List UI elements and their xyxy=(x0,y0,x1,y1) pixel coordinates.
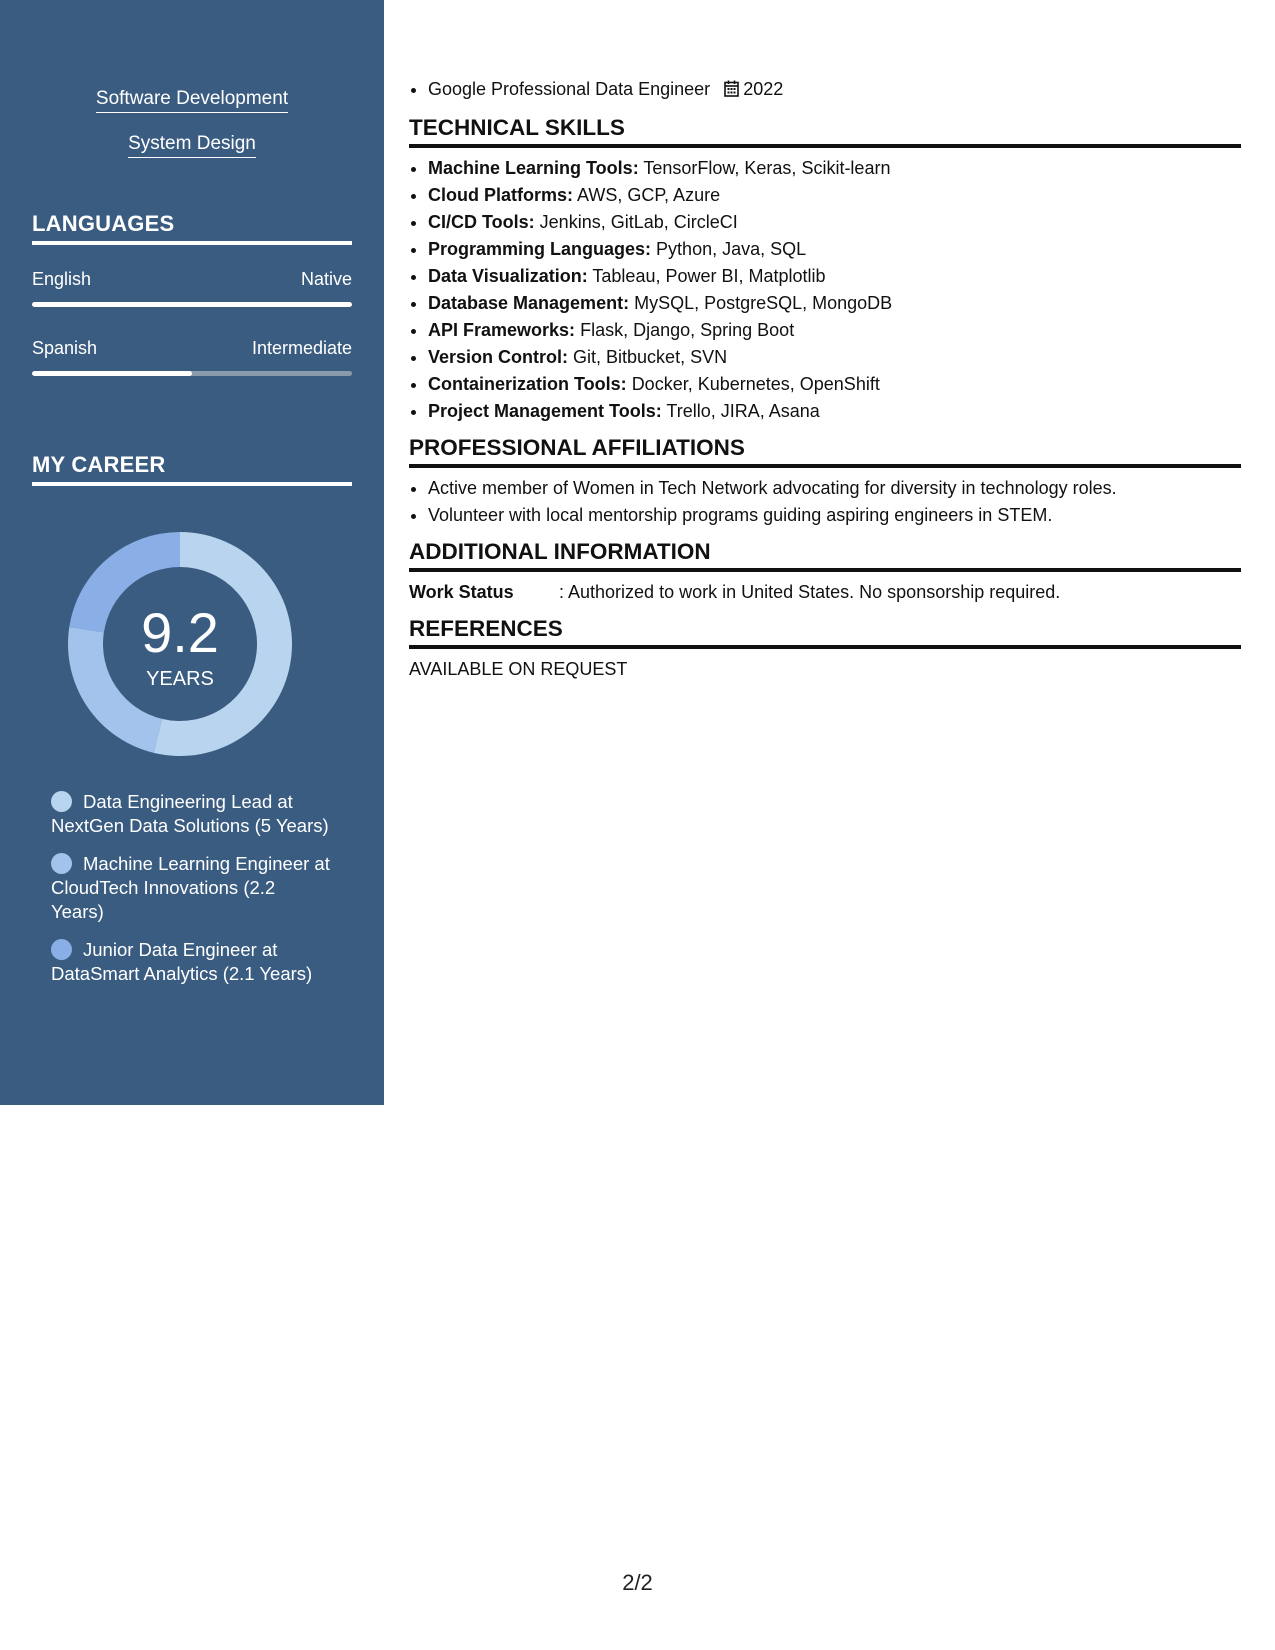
language-level: Intermediate xyxy=(251,338,352,358)
skill-item xyxy=(428,155,1241,182)
certification-item xyxy=(428,76,1241,105)
skill-item xyxy=(428,263,1241,290)
info-value: : Authorized to work in United States. No sponsorship required. xyxy=(559,582,1061,602)
career-heading: MY CAREER xyxy=(32,452,352,486)
skill-value: MySQL, PostgreSQL, MongoDB xyxy=(634,293,893,313)
skill-label: Project Management Tools: xyxy=(428,401,662,421)
language-proficiency-fill xyxy=(32,302,352,307)
language-proficiency-fill xyxy=(32,371,192,376)
references-text: AVAILABLE ON REQUEST xyxy=(409,659,628,679)
page-number: 2/2 xyxy=(622,1570,653,1595)
affiliations-list xyxy=(409,475,1241,529)
skill-label: Containerization Tools: xyxy=(428,374,627,394)
skill-value: Tableau, Power BI, Matplotlib xyxy=(592,266,826,286)
career-legend-dot xyxy=(51,939,72,960)
affiliation-item: • Active member of Women in Tech Network advocating for diversity in technology roles. xyxy=(428,475,1241,502)
references-heading: REFERENCES xyxy=(409,616,1241,649)
skill-item xyxy=(428,398,1241,425)
career-item xyxy=(51,790,331,838)
main-content xyxy=(409,76,1241,683)
skill-value: Flask, Django, Spring Boot xyxy=(580,320,795,340)
skill-item xyxy=(428,236,1241,263)
language-proficiency-bar xyxy=(32,302,352,307)
sidebar xyxy=(0,0,384,1105)
calendar-icon xyxy=(724,78,739,105)
skill-label: Cloud Platforms: xyxy=(428,185,574,205)
info-label: Work Status xyxy=(409,582,514,602)
language-level: Native xyxy=(300,269,352,289)
skill-label: Version Control: xyxy=(428,347,569,367)
skill-label: API Frameworks: xyxy=(428,320,576,340)
skill-value: AWS, GCP, Azure xyxy=(577,185,721,205)
certification-list xyxy=(409,76,1241,105)
skill-value: Trello, JIRA, Asana xyxy=(666,401,820,421)
skill-label: Machine Learning Tools: xyxy=(428,158,639,178)
language-name: Spanish xyxy=(32,338,98,358)
technical-skills-list xyxy=(409,155,1241,425)
career-item-text: Junior Data Engineer at DataSmart Analytics (2.1 Years) xyxy=(51,939,313,984)
languages-heading: LANGUAGES xyxy=(32,211,352,245)
certification-year: 2022 xyxy=(743,79,784,99)
additional-info-heading: ADDITIONAL INFORMATION xyxy=(409,539,1241,572)
language-proficiency-bar xyxy=(32,371,352,376)
career-list xyxy=(51,790,331,1000)
work-status-row xyxy=(409,579,1241,606)
skill-label: CI/CD Tools: xyxy=(428,212,535,232)
skill-value: Jenkins, GitLab, CircleCI xyxy=(539,212,738,232)
skill-value: TensorFlow, Keras, Scikit-learn xyxy=(643,158,891,178)
certification-name: Google Professional Data Engineer xyxy=(428,79,711,99)
career-legend-dot xyxy=(51,791,72,812)
affiliations-heading: PROFESSIONAL AFFILIATIONS xyxy=(409,435,1241,468)
skill-item xyxy=(428,317,1241,344)
skill-item xyxy=(428,290,1241,317)
career-item xyxy=(51,852,331,924)
career-item-text: Machine Learning Engineer at CloudTech Innovations (2.2 Years) xyxy=(51,853,330,922)
affiliation-item: • Volunteer with local mentorship programs guiding aspiring engineers in STEM. xyxy=(428,502,1241,529)
skill-item xyxy=(428,182,1241,209)
skill-item xyxy=(428,344,1241,371)
career-total-unit: YEARS xyxy=(146,668,214,690)
skill-item xyxy=(428,209,1241,236)
skill-label: Programming Languages: xyxy=(428,239,652,259)
skill-link-system-design[interactable]: System Design xyxy=(0,133,384,158)
career-donut-chart xyxy=(66,530,294,758)
skill-label: Database Management: xyxy=(428,293,630,313)
skill-value: Docker, Kubernetes, OpenShift xyxy=(631,374,880,394)
skill-link-software-development[interactable]: Software Development xyxy=(0,88,384,113)
skill-item xyxy=(428,371,1241,398)
technical-skills-heading: TECHNICAL SKILLS xyxy=(409,115,1241,148)
skill-value: Git, Bitbucket, SVN xyxy=(573,347,728,367)
skill-label: Data Visualization: xyxy=(428,266,588,286)
language-name: English xyxy=(32,269,92,289)
career-item-text: Data Engineering Lead at NextGen Data Solutions (5 Years) xyxy=(51,791,329,836)
skill-value: Python, Java, SQL xyxy=(656,239,807,259)
career-total-value: 9.2 xyxy=(141,601,219,664)
career-item xyxy=(51,938,331,986)
career-legend-dot xyxy=(51,853,72,874)
